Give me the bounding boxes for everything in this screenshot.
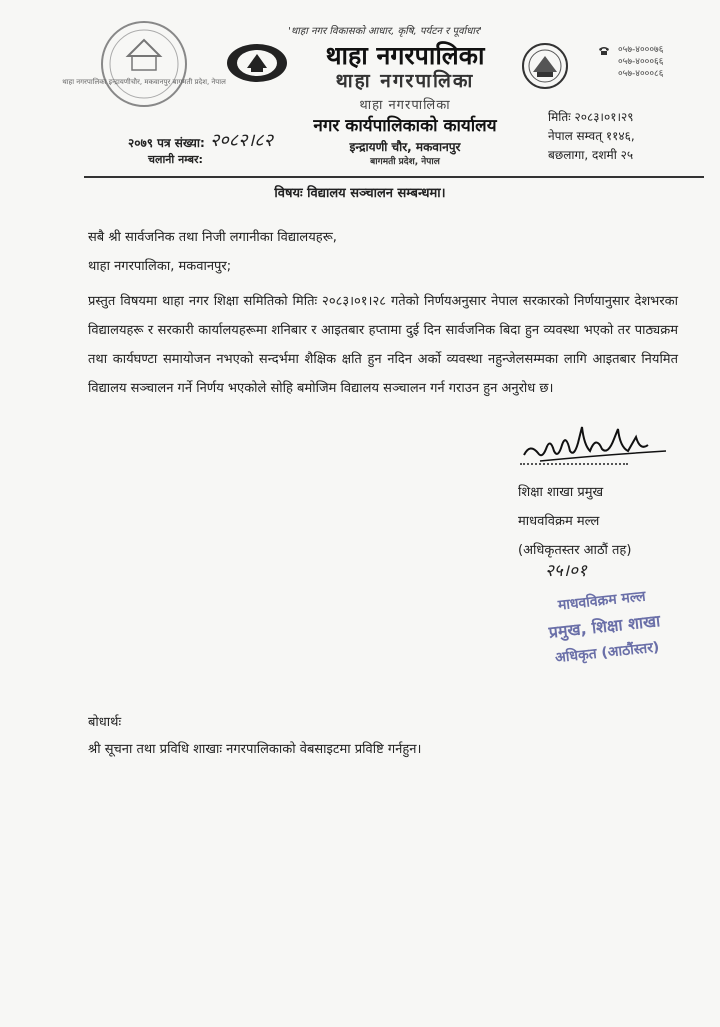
header-divider — [84, 176, 704, 178]
reference-number: २०८२।८२ — [210, 130, 273, 151]
municipality-name: थाहा नगरपालिका — [325, 41, 485, 70]
cc-label: बोधार्थः — [88, 715, 122, 730]
phone-number: ०५७-४०००७६ — [618, 45, 664, 55]
signature-date: २५।०१ — [545, 561, 587, 581]
dispatch-number-label: चलानी नम्बर: — [148, 153, 203, 166]
seal-text: थाहा नगरपालिका इन्द्रायणीचौर, मकवानपुर बागमती प्रदेश, नेपाल — [62, 78, 226, 86]
official-stamp — [518, 580, 690, 675]
letter-subject: विषयः विद्यालय सञ्चालन सम्बन्धमा। — [274, 186, 446, 201]
municipality-logo-icon — [520, 42, 570, 90]
nepal-samvat-month: बछलागा, दशमी २५ — [548, 148, 634, 162]
office-seal — [62, 18, 226, 110]
signature-text: Madhab — [520, 415, 524, 416]
letter-body: प्रस्तुत विषयमा थाहा नगर शिक्षा समितिको मितिः २०८३।०१।२८ गतेको निर्णयअनुसार नेपाल सरकारको निर्णयानुसार देशभरका विद्यालयहरू र सरकारी कार्यालयहरूमा शनिबार र आइतबार हप्तामा दुई दिन सार्वजनिक बिदा हुन व्यवस्था भएको तर पाठ्यक्रम तथा कार्यघण्टा समायोजन नभएको सन्दर्भमा शैक्षिक क्षति हुन नदिन अर्को व्यवस्था नहुन्जेलसम्मका लागि आइतबार नियमित विद्यालय सञ्चालन गर्ने निर्णय भएकोले सोहि बमोजिम विद्यालय सञ्चालन गर्न गराउन हुन अनुरोध छ। — [88, 294, 678, 396]
stamp-line: प्रमुख, शिक्षा शाखा — [547, 611, 662, 642]
municipality-name-script: थाहा नगरपालिका — [335, 70, 475, 92]
phone-numbers — [600, 44, 663, 80]
handwritten-signature — [520, 415, 670, 475]
signer-name: माधवविक्रम मल्ल — [518, 514, 600, 529]
office-name: नगर कार्यपालिकाको कार्यालय — [313, 116, 497, 136]
stamp-line: अधिकृत (आठौंस्तर) — [554, 639, 661, 667]
date-block — [548, 108, 635, 165]
office-address: इन्द्रायणी चौर, मकवानपुर — [349, 140, 461, 154]
nepal-samvat-year: नेपाल सम्वत् ११४६, — [548, 129, 635, 143]
phone-number: ०५७-४०००८६ — [618, 69, 664, 79]
cc-item: श्री सूचना तथा प्रविधि शाखाः नगरपालिकाको वेबसाइटमा प्रविष्टि गर्नहुन। — [88, 742, 422, 757]
signer-block — [518, 478, 631, 565]
signer-title: शिक्षा शाखा प्रमुख — [518, 485, 604, 500]
tagline: 'थाहा नगर विकासको आधार, कृषि, पर्यटन र पूर्वाधार' — [288, 26, 482, 37]
phone-number: ०५७-४०००६६ — [618, 57, 664, 67]
province-line: बागमती प्रदेश, नेपाल — [370, 157, 440, 167]
addressee-block — [88, 223, 337, 281]
addressee-line: थाहा नगरपालिका, मकवानपुर; — [88, 259, 232, 274]
signature-line — [520, 463, 628, 465]
municipality-name-newari: थाहा नगरपालिका — [359, 98, 451, 113]
nepal-emblem-icon — [225, 42, 289, 84]
date-line: मितिः २०८३।०१।२९ — [548, 110, 634, 124]
stamp-line: माधवविक्रम मल्ल — [557, 588, 647, 614]
signer-rank: (अधिकृतस्तर आठौं तह) — [518, 543, 632, 558]
reference-label: २०७९ पत्र संख्या: — [128, 136, 205, 150]
addressee-line: सबै श्री सार्वजनिक तथा निजी लगानीका विद्यालयहरू, — [88, 230, 337, 245]
